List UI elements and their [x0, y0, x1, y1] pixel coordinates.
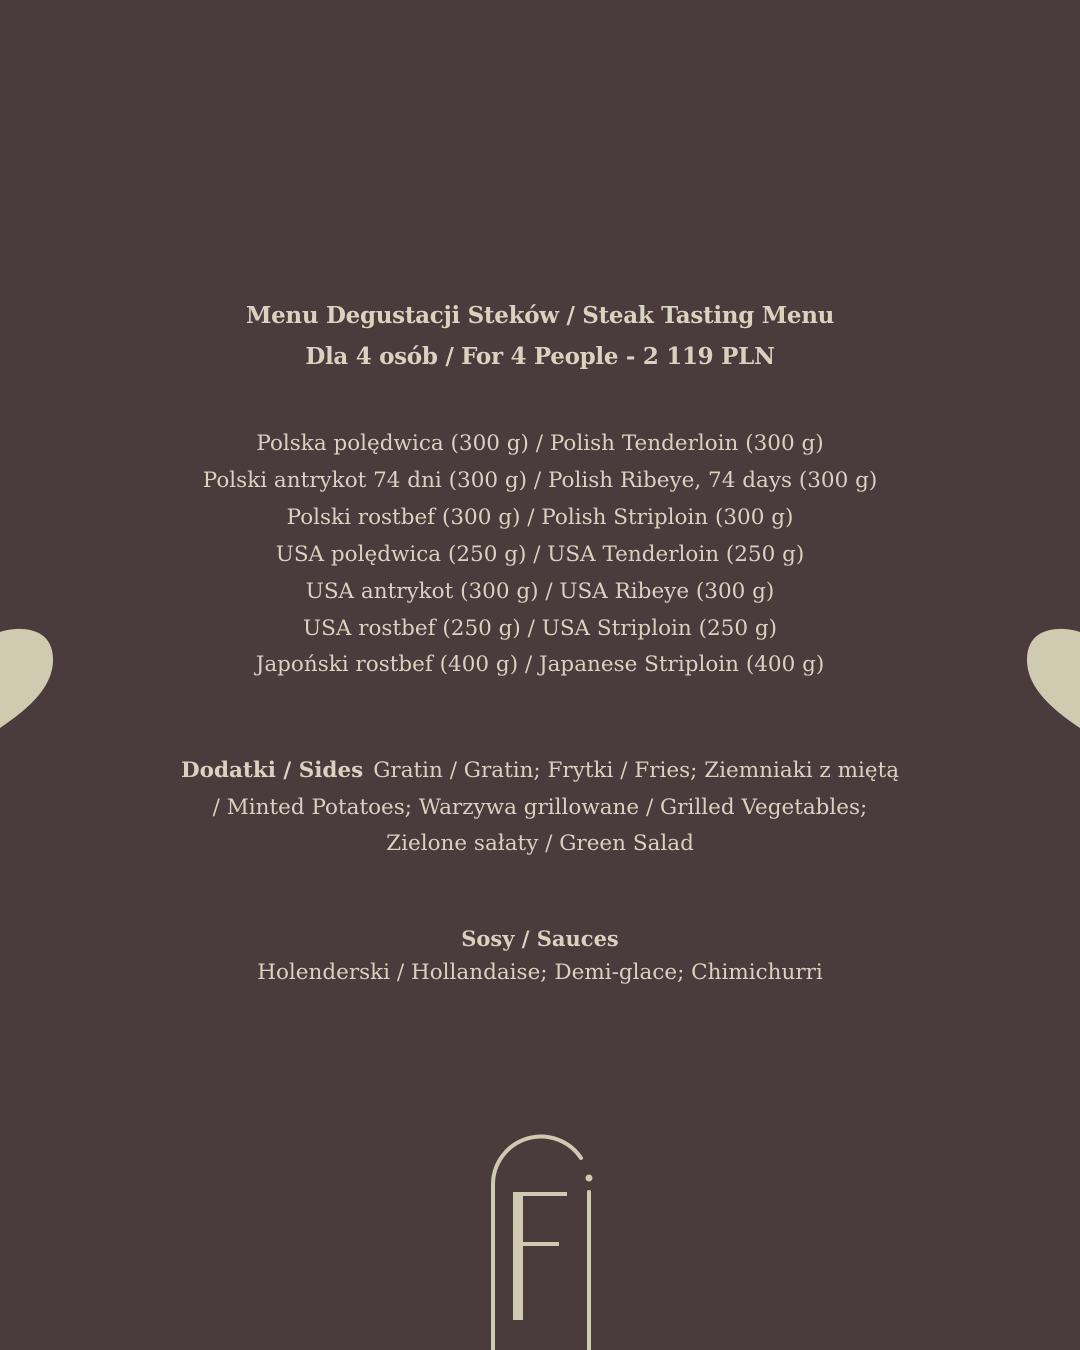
- list-item: Japoński rostbef (400 g) / Japanese Striploin (400 g): [255, 652, 825, 678]
- list-item: Polska polędwica (300 g) / Polish Tenderloin (300 g): [256, 431, 824, 456]
- sides-text: Gratin / Gratin; Frytki / Fries; Ziemniaki z miętą / Minted Potatoes; Warzywa grillowane / Grilled Vegetables; Zielone sałaty / Green Salad: [212, 758, 900, 856]
- sauces-label: Sosy / Sauces: [461, 926, 619, 951]
- list-item: USA antrykot (300 g) / USA Ribeye (300 g): [305, 578, 775, 604]
- list-item: Polski antrykot 74 dni (300 g) / Polish Ribeye, 74 days (300 g): [202, 467, 878, 493]
- list-item: USA rostbef (250 g) / USA Striploin (250 g): [303, 615, 777, 641]
- steak-list: [0, 426, 1080, 684]
- sides-section: [180, 753, 900, 863]
- f-monogram-logo-icon: [485, 1130, 597, 1350]
- list-item: Polski rostbef (300 g) / Polish Striploin (300 g): [286, 504, 794, 530]
- list-item: USA polędwica (250 g) / USA Tenderloin (250 g): [275, 541, 805, 567]
- sauces-text: Holenderski / Hollandaise; Demi-glace; Chimichurri: [257, 960, 823, 985]
- sides-label: Dodatki / Sides: [180, 758, 364, 783]
- menu-subtitle-price: Dla 4 osób / For 4 People - 2 119 PLN: [305, 343, 775, 370]
- menu-title: Menu Degustacji Steków / Steak Tasting Menu: [245, 302, 835, 329]
